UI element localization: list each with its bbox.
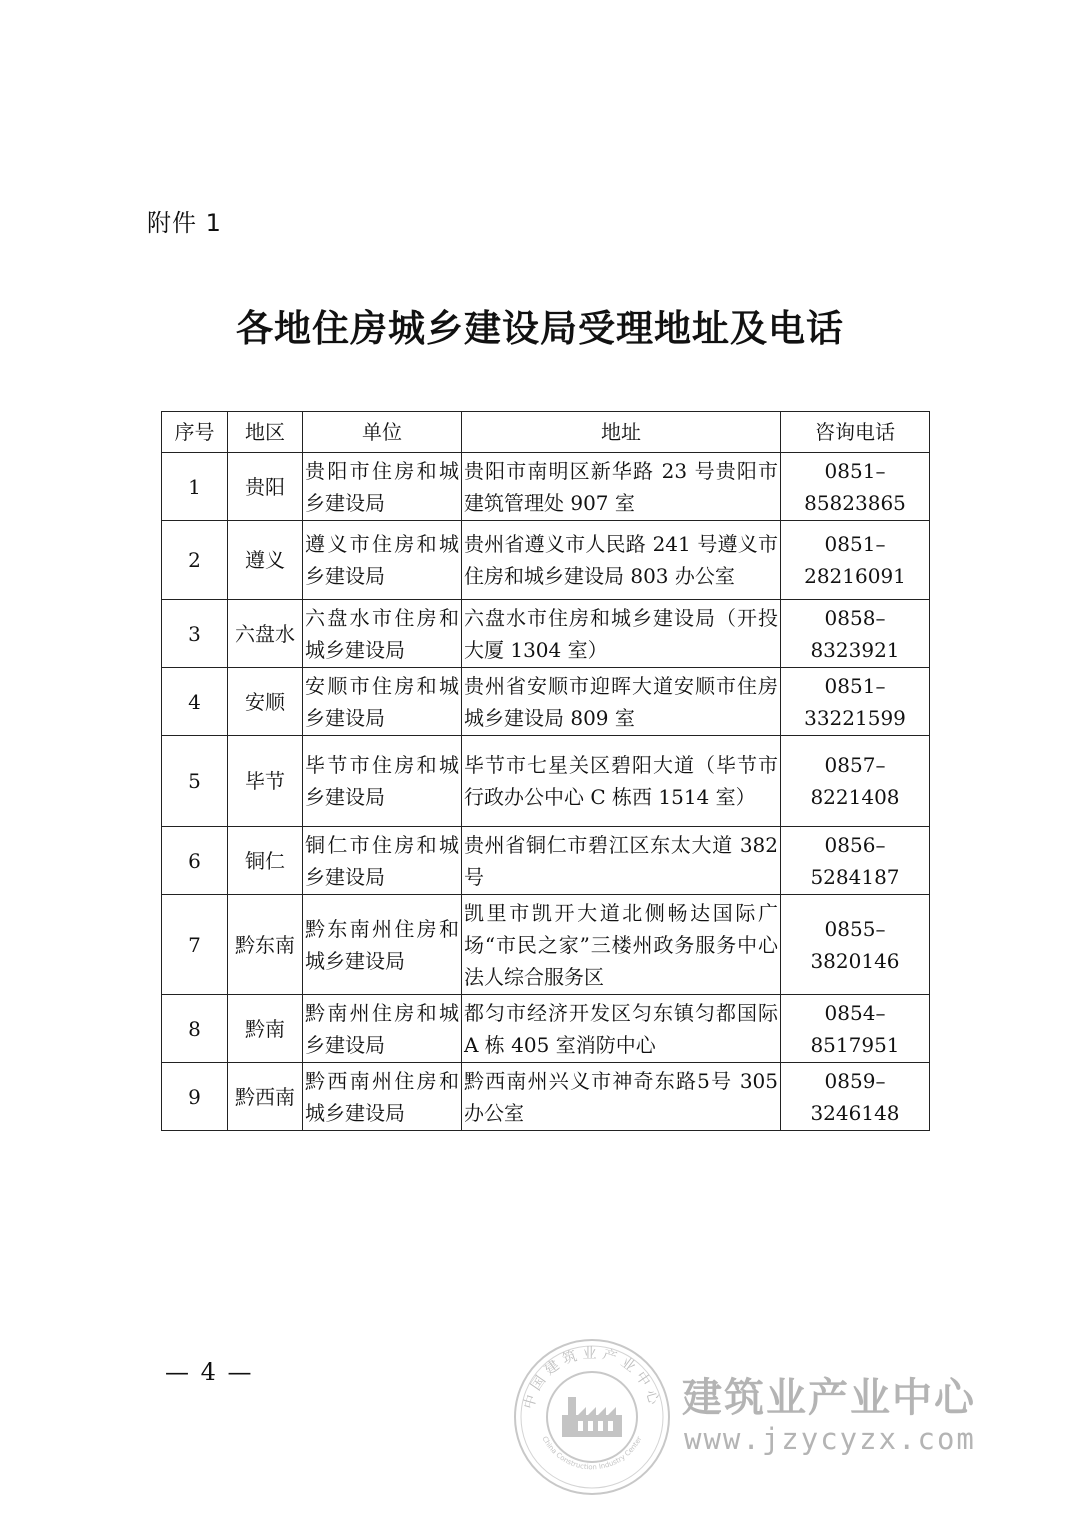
row-address: 凯里市凯开大道北侧畅达国际广场“市民之家”三楼州政务服务中心法人综合服务区 <box>462 895 781 995</box>
table-row <box>162 827 930 895</box>
row-unit: 遵义市住房和城乡建设局 <box>303 521 462 600</box>
seal-text-en: China Construction Industry Center <box>540 1435 644 1472</box>
row-no: 8 <box>162 995 228 1063</box>
header-address: 地址 <box>462 412 781 453</box>
row-no: 3 <box>162 600 228 668</box>
row-unit: 贵阳市住房和城乡建设局 <box>303 453 462 521</box>
row-no: 7 <box>162 895 228 995</box>
row-address: 毕节市七星关区碧阳大道（毕节市行政办公中心 C 栋西 1514 室） <box>462 736 781 827</box>
table-row <box>162 736 930 827</box>
row-region: 黔南 <box>228 995 303 1063</box>
row-phone: 0858–8323921 <box>781 600 930 668</box>
row-no: 5 <box>162 736 228 827</box>
row-phone: 0854–8517951 <box>781 995 930 1063</box>
row-no: 6 <box>162 827 228 895</box>
row-region: 安顺 <box>228 668 303 736</box>
header-phone: 咨询电话 <box>781 412 930 453</box>
row-address: 贵州省铜仁市碧江区东太大道 382 号 <box>462 827 781 895</box>
page-number: — 4 — <box>165 1358 254 1386</box>
row-no: 9 <box>162 1063 228 1131</box>
row-address: 贵州省安顺市迎晖大道安顺市住房城乡建设局 809 室 <box>462 668 781 736</box>
table-row <box>162 453 930 521</box>
table-row <box>162 995 930 1063</box>
row-address: 六盘水市住房和城乡建设局（开投大厦 1304 室） <box>462 600 781 668</box>
table-row <box>162 521 930 600</box>
row-region: 黔西南 <box>228 1063 303 1131</box>
row-unit: 黔南州住房和城乡建设局 <box>303 995 462 1063</box>
row-unit: 黔西南州住房和城乡建设局 <box>303 1063 462 1131</box>
row-phone: 0855–3820146 <box>781 895 930 995</box>
row-address: 黔西南州兴义市神奇东路5号 305 办公室 <box>462 1063 781 1131</box>
row-address: 都匀市经济开发区匀东镇匀都国际 A 栋 405 室消防中心 <box>462 995 781 1063</box>
row-unit: 黔东南州住房和城乡建设局 <box>303 895 462 995</box>
row-phone: 0856–5284187 <box>781 827 930 895</box>
attachment-label: 附件 1 <box>147 209 222 237</box>
row-phone: 0851–28216091 <box>781 521 930 600</box>
row-no: 2 <box>162 521 228 600</box>
row-unit: 安顺市住房和城乡建设局 <box>303 668 462 736</box>
row-address: 贵州省遵义市人民路 241 号遵义市住房和城乡建设局 803 办公室 <box>462 521 781 600</box>
watermark-seal-logo <box>512 1337 672 1497</box>
watermark-name: 建筑业产业中心 <box>682 1375 976 1421</box>
table-row <box>162 895 930 995</box>
svg-text:China Construction Industry Ce <box>540 1435 643 1471</box>
row-unit: 六盘水市住房和城乡建设局 <box>303 600 462 668</box>
row-region: 贵阳 <box>228 453 303 521</box>
table-row <box>162 1063 930 1131</box>
header-region: 地区 <box>228 412 303 453</box>
row-no: 1 <box>162 453 228 521</box>
row-region: 铜仁 <box>228 827 303 895</box>
row-region: 毕节 <box>228 736 303 827</box>
page-title: 各地住房城乡建设局受理地址及电话 <box>236 307 844 350</box>
row-region: 遵义 <box>228 521 303 600</box>
seal-text-cn: 中国建筑业产业中心 <box>521 1346 663 1411</box>
row-phone: 0857–8221408 <box>781 736 930 827</box>
row-phone: 0859–3246148 <box>781 1063 930 1131</box>
header-no: 序号 <box>162 412 228 453</box>
row-unit: 毕节市住房和城乡建设局 <box>303 736 462 827</box>
contact-table <box>161 411 930 1131</box>
row-region: 黔东南 <box>228 895 303 995</box>
table-header-row <box>162 412 930 453</box>
row-unit: 铜仁市住房和城乡建设局 <box>303 827 462 895</box>
table-row <box>162 600 930 668</box>
row-region: 六盘水 <box>228 600 303 668</box>
header-unit: 单位 <box>303 412 462 453</box>
row-address: 贵阳市南明区新华路 23 号贵阳市建筑管理处 907 室 <box>462 453 781 521</box>
row-phone: 0851–33221599 <box>781 668 930 736</box>
row-phone: 0851–85823865 <box>781 453 930 521</box>
factory-icon <box>562 1397 622 1437</box>
watermark-url: www.jzycyzx.com <box>684 1422 976 1456</box>
table-row <box>162 668 930 736</box>
svg-text:中国建筑业产业中心 <box>520 1346 663 1411</box>
row-no: 4 <box>162 668 228 736</box>
